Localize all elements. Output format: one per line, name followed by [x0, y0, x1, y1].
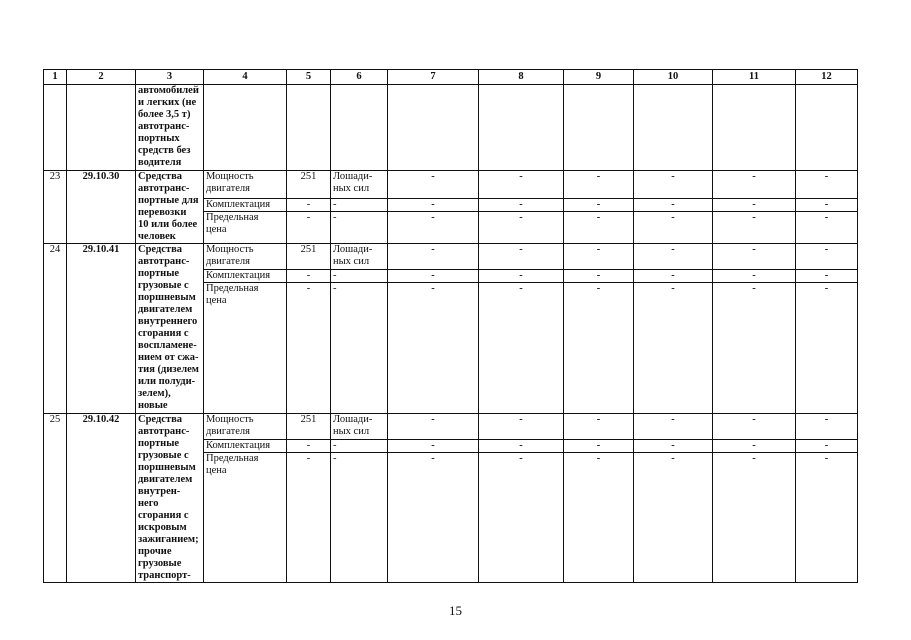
cell-empty — [44, 85, 67, 171]
characteristic-value: 251 — [287, 244, 331, 270]
dash-cell: - — [713, 283, 796, 414]
col-header: 9 — [564, 70, 634, 85]
dash-cell: - — [479, 198, 564, 212]
unit-of-measure: - — [331, 198, 388, 212]
dash-cell: - — [564, 414, 634, 440]
dash-cell: - — [634, 244, 713, 270]
dash-cell: - — [796, 198, 858, 212]
col-header: 3 — [136, 70, 204, 85]
unit-of-measure: - — [331, 270, 388, 283]
header-row — [44, 70, 858, 85]
col-header: 5 — [287, 70, 331, 85]
dash-cell: - — [564, 283, 634, 414]
characteristic-value: - — [287, 198, 331, 212]
dash-cell: - — [634, 171, 713, 199]
table-row — [44, 171, 858, 199]
dash-cell: - — [634, 283, 713, 414]
dash-cell: - — [388, 283, 479, 414]
col-header: 1 — [44, 70, 67, 85]
okpd-code: 29.10.42 — [67, 414, 136, 583]
dash-cell: - — [634, 270, 713, 283]
cell-empty — [479, 85, 564, 171]
dash-cell: - — [388, 414, 479, 440]
dash-cell: - — [634, 453, 713, 583]
col-header: 2 — [67, 70, 136, 85]
dash-cell: - — [479, 414, 564, 440]
characteristic-value: - — [287, 212, 331, 244]
dash-cell: - — [796, 212, 858, 244]
unit-of-measure: Лошади- ных сил — [331, 171, 388, 199]
dash-cell: - — [796, 440, 858, 453]
page-number: 15 — [449, 603, 462, 618]
dash-cell: - — [388, 171, 479, 199]
dash-cell: - — [796, 244, 858, 270]
dash-cell: - — [388, 198, 479, 212]
dash-cell: - — [796, 171, 858, 199]
cell-empty — [331, 85, 388, 171]
dash-cell: - — [796, 270, 858, 283]
characteristic-value: - — [287, 270, 331, 283]
row-number: 25 — [44, 414, 67, 583]
dash-cell: - — [796, 283, 858, 414]
col-header: 8 — [479, 70, 564, 85]
dash-cell: - — [713, 212, 796, 244]
cell-empty — [796, 85, 858, 171]
col-header: 4 — [204, 70, 287, 85]
dash-cell: - — [634, 198, 713, 212]
product-name: Средства автотранс- портные грузовые с поршневым двигателем внутрен- него сгорания с искровым зажиганием; прочие грузовые транспорт- — [136, 414, 204, 583]
dash-cell: - — [713, 270, 796, 283]
characteristic-name: Комплектация — [204, 440, 287, 453]
characteristic-value: 251 — [287, 171, 331, 199]
characteristic-name: Комплектация — [204, 270, 287, 283]
dash-cell: - — [564, 270, 634, 283]
table-row — [44, 244, 858, 270]
characteristic-name: Комплектация — [204, 198, 287, 212]
dash-cell: - — [713, 171, 796, 199]
unit-of-measure: - — [331, 453, 388, 583]
dash-cell: - — [564, 212, 634, 244]
dash-cell: - — [564, 171, 634, 199]
cell-empty — [564, 85, 634, 171]
product-name: Средства автотранс- портные для перевозки 10 или более человек — [136, 171, 204, 244]
row-number: 23 — [44, 171, 67, 244]
dash-cell: - — [634, 212, 713, 244]
cell-empty — [713, 85, 796, 171]
dash-cell: - — [479, 440, 564, 453]
characteristic-name: Предельная цена — [204, 453, 287, 583]
dash-cell: - — [713, 244, 796, 270]
characteristics-table — [43, 69, 858, 583]
characteristic-name: Мощность двигателя — [204, 244, 287, 270]
dash-cell: - — [713, 198, 796, 212]
row-number: 24 — [44, 244, 67, 414]
dash-cell: - — [479, 244, 564, 270]
characteristic-name: Мощность двигателя — [204, 414, 287, 440]
unit-of-measure: - — [331, 212, 388, 244]
cell-empty — [287, 85, 331, 171]
dash-cell: - — [634, 440, 713, 453]
product-name: Средства автотранс- портные грузовые с поршневым двигателем внутреннего сгорания с воспламене- нием от сжа- тия (дизелем или полуди- зелем), новые — [136, 244, 204, 414]
table-row — [44, 414, 858, 440]
unit-of-measure: Лошади- ных сил — [331, 244, 388, 270]
col-header: 10 — [634, 70, 713, 85]
col-header: 12 — [796, 70, 858, 85]
continuation-row — [44, 85, 858, 171]
cell-empty — [204, 85, 287, 171]
dash-cell: - — [564, 244, 634, 270]
dash-cell: - — [564, 453, 634, 583]
col-header: 7 — [388, 70, 479, 85]
dash-cell: - — [479, 270, 564, 283]
dash-cell: - — [388, 453, 479, 583]
dash-cell: - — [713, 440, 796, 453]
unit-of-measure: - — [331, 283, 388, 414]
okpd-code: 29.10.41 — [67, 244, 136, 414]
dash-cell: - — [388, 212, 479, 244]
dash-cell: - — [634, 414, 713, 440]
characteristic-value: - — [287, 453, 331, 583]
cell-empty — [634, 85, 713, 171]
characteristic-name: Предельная цена — [204, 212, 287, 244]
characteristic-value: - — [287, 283, 331, 414]
characteristic-value: - — [287, 440, 331, 453]
dash-cell: - — [388, 270, 479, 283]
dash-cell: - — [796, 453, 858, 583]
dash-cell: - — [713, 453, 796, 583]
dash-cell: - — [564, 440, 634, 453]
unit-of-measure: Лошади- ных сил — [331, 414, 388, 440]
characteristic-name: Предельная цена — [204, 283, 287, 414]
characteristic-value: 251 — [287, 414, 331, 440]
cell-empty — [67, 85, 136, 171]
product-name-continued: автомобилей и легких (не более 3,5 т) автотранс- портных средств без водителя — [136, 85, 204, 171]
dash-cell: - — [479, 283, 564, 414]
dash-cell: - — [479, 171, 564, 199]
dash-cell: - — [388, 440, 479, 453]
dash-cell: - — [713, 414, 796, 440]
col-header: 6 — [331, 70, 388, 85]
dash-cell: - — [796, 414, 858, 440]
okpd-code: 29.10.30 — [67, 171, 136, 244]
col-header: 11 — [713, 70, 796, 85]
characteristic-name: Мощность двигателя — [204, 171, 287, 199]
dash-cell: - — [388, 244, 479, 270]
cell-empty — [388, 85, 479, 171]
dash-cell: - — [479, 212, 564, 244]
dash-cell: - — [479, 453, 564, 583]
unit-of-measure: - — [331, 440, 388, 453]
dash-cell: - — [564, 198, 634, 212]
